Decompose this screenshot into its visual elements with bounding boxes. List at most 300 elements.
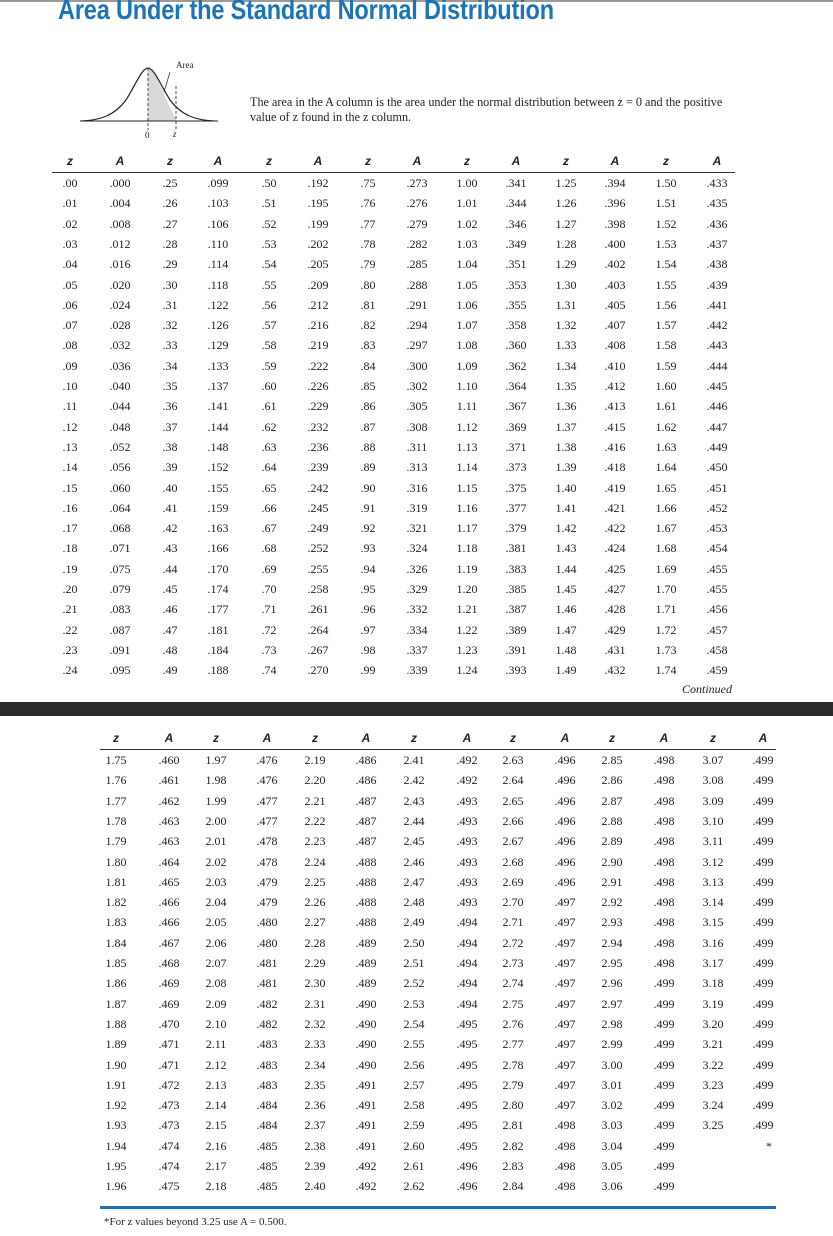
area-value-cell: .497 [554,956,576,970]
z-value-cell: 2.32 [304,1016,326,1031]
area-value-cell: .499 [752,874,774,889]
area-value-cell: .499 [752,1057,774,1072]
z-value-cell: .50 [261,176,277,190]
z-value-cell: .87 [360,419,376,434]
column-header-z: z [609,731,615,745]
area-value-cell: .163 [207,521,229,536]
z-value-cell: .72 [261,622,277,637]
z-value-cell: .31 [162,297,178,312]
area-value-cell: .004 [109,196,131,211]
area-value-cell: .499 [653,976,675,991]
area-value-cell: .393 [505,663,527,678]
z-value-cell: 3.15 [702,915,724,930]
z-value-cell: .95 [360,582,376,596]
area-value-cell: .279 [406,216,428,231]
area-value-cell: .474 [158,1138,180,1153]
z-value-cell: 1.49 [555,663,577,678]
z-value-cell: .09 [62,358,78,373]
z-value-cell: .00 [62,176,78,190]
z-value-cell: 1.39 [555,460,577,475]
z-value-cell: .02 [62,216,78,231]
z-value-cell: 1.56 [655,297,677,312]
z-value-cell: 3.25 [702,1118,724,1133]
area-value-cell: .480 [256,935,278,950]
column-header-z: z [167,154,173,168]
area-value-cell: .329 [406,582,428,596]
area-value-cell: .483 [256,1057,278,1072]
area-value-cell: .020 [109,277,131,292]
area-value-cell: .364 [505,379,527,393]
area-value-cell: .499 [752,773,774,788]
z-value-cell: 2.52 [403,976,425,991]
area-value-cell: .276 [406,196,428,211]
z-value-cell: 2.66 [502,813,524,828]
area-value-cell: .467 [158,935,180,950]
z-value-cell: 1.17 [456,521,478,536]
z-value-cell: 3.06 [601,1179,623,1194]
area-value-cell: .421 [604,500,626,515]
z-value-cell: .13 [62,439,78,454]
z-value-cell: 2.45 [403,834,425,849]
continued-label: Continued [682,682,732,696]
area-value-cell: .474 [158,1159,180,1173]
z-value-cell: .14 [62,460,78,475]
area-value-cell: .044 [109,399,131,414]
z-value-cell: 1.66 [655,500,677,515]
area-value-cell: .495 [456,1016,478,1031]
z-value-cell: .99 [360,663,376,678]
z-value-cell: 1.65 [655,480,677,495]
z-value-cell: .81 [360,297,376,312]
column-header-z: z [266,154,272,168]
z-value-cell: 1.18 [456,541,478,556]
z-value-cell: 1.94 [105,1138,127,1153]
area-value-cell: .498 [554,1138,576,1153]
z-value-cell: 1.26 [555,196,577,211]
area-value-cell: .496 [554,854,576,869]
z-value-cell: .96 [360,602,376,617]
z-value-cell: .29 [162,257,178,272]
z-value-cell: 1.73 [655,642,677,657]
z-value-cell: 2.98 [601,1016,623,1031]
z-value-cell: .75 [360,176,376,190]
z-value-cell: .74 [261,663,277,678]
z-value-cell: .35 [162,379,178,393]
area-value-cell: .495 [456,1037,478,1052]
z-value-cell: 1.93 [105,1118,127,1133]
area-value-cell: .419 [604,480,626,495]
area-value-cell: .192 [307,176,329,190]
area-value-cell: .349 [505,236,527,251]
area-value-cell: .479 [256,874,278,889]
area-value-cell: .495 [456,1118,478,1133]
z-value-cell: .62 [261,419,277,434]
area-value-cell: .288 [406,277,428,292]
area-value-cell: .110 [207,236,229,251]
area-value-cell: .487 [355,813,377,828]
z-value-cell: 1.42 [555,521,577,536]
area-value-cell: .498 [653,753,675,767]
z-value-cell: 2.74 [502,976,524,991]
z-value-cell: 2.46 [403,854,425,869]
area-value-cell: .400 [604,236,626,251]
z-value-cell: 2.05 [205,915,227,930]
area-value-cell: .387 [505,602,527,617]
area-value-cell: .496 [456,1159,478,1173]
z-value-cell: 2.89 [601,834,623,849]
area-value-cell: .308 [406,419,428,434]
z-value-cell: 2.88 [601,813,623,828]
area-value-cell: .159 [207,500,229,515]
area-value-cell: .490 [355,996,377,1011]
z-value-cell: 2.73 [502,956,524,970]
z-value-cell: 1.20 [456,582,478,596]
z-value-cell: 3.05 [601,1159,623,1173]
z-value-cell: 1.97 [205,753,227,767]
area-value-cell: .479 [256,895,278,910]
area-value-cell: .439 [706,277,728,292]
area-value-cell: .261 [307,602,329,617]
area-value-cell: .464 [158,854,180,869]
area-value-cell: .449 [706,439,728,454]
area-value-cell: .438 [706,257,728,272]
area-value-cell: .465 [158,874,180,889]
z-value-cell: 1.70 [655,582,677,596]
area-value-cell: .267 [307,642,329,657]
area-value-cell: .285 [406,257,428,272]
area-value-cell: .493 [456,793,478,808]
area-value-cell: .381 [505,541,527,556]
footer-bar [100,1206,776,1209]
footnote-star-marker: * [766,1138,772,1153]
z-value-cell: 2.54 [403,1016,425,1031]
z-value-cell: 2.33 [304,1037,326,1052]
column-header-z: z [67,154,73,168]
area-value-cell: .321 [406,521,428,536]
z-value-cell: .39 [162,460,178,475]
z-value-cell: 1.77 [105,793,127,808]
z-value-cell: .43 [162,541,178,556]
z-value-cell: .98 [360,642,376,657]
z-value-cell: 1.15 [456,480,478,495]
z-value-cell: 1.27 [555,216,577,231]
z-value-cell: 1.60 [655,379,677,393]
area-value-cell: .498 [653,915,675,930]
z-value-cell: 2.84 [502,1179,524,1194]
z-value-cell: .57 [261,318,277,333]
area-value-cell: .487 [355,793,377,808]
z-value-cell: 2.59 [403,1118,425,1133]
area-value-cell: .252 [307,541,329,556]
z-value-cell: 2.14 [205,1098,227,1113]
z-value-cell: .21 [62,602,78,617]
area-value-cell: .273 [406,176,428,190]
column-header-a: A [313,154,323,168]
area-value-cell: .410 [604,358,626,373]
area-value-cell: .226 [307,379,329,393]
z-value-cell: 2.56 [403,1057,425,1072]
z-value-cell: 3.22 [702,1057,724,1072]
area-value-cell: .258 [307,582,329,596]
area-value-cell: .466 [158,895,180,910]
column-header-z: z [510,731,516,745]
z-value-cell: .04 [62,257,78,272]
z-value-cell: .24 [62,663,78,678]
area-value-cell: .137 [207,379,229,393]
area-value-cell: .453 [706,521,728,536]
z-value-cell: 2.07 [205,956,227,970]
z-value-cell: .65 [261,480,277,495]
area-value-cell: .461 [158,773,180,788]
z-value-cell: 2.20 [304,773,326,788]
z-value-cell: 1.74 [655,663,677,678]
table1-header-rule [52,172,735,173]
z-value-cell: 1.46 [555,602,577,617]
z-value-cell: 2.15 [205,1118,227,1133]
area-value-cell: .488 [355,895,377,910]
z-value-cell: 2.26 [304,895,326,910]
z-value-cell: 2.81 [502,1118,524,1133]
area-value-cell: .466 [158,915,180,930]
column-header-a: A [511,154,521,168]
z-value-cell: 2.31 [304,996,326,1011]
area-value-cell: .367 [505,399,527,414]
area-value-cell: .490 [355,1016,377,1031]
z-value-cell: 2.41 [403,753,425,767]
area-value-cell: .170 [207,561,229,576]
area-value-cell: .358 [505,318,527,333]
area-value-cell: .216 [307,318,329,333]
z-value-cell: .88 [360,439,376,454]
area-value-cell: .493 [456,834,478,849]
z-value-cell: 1.03 [456,236,478,251]
z-value-cell: 2.48 [403,895,425,910]
area-value-cell: .498 [653,956,675,970]
area-value-cell: .332 [406,602,428,617]
area-value-cell: .490 [355,1057,377,1072]
z-value-cell: .80 [360,277,376,292]
z-value-cell: 1.71 [655,602,677,617]
area-value-cell: .499 [752,834,774,849]
z-value-cell: .82 [360,318,376,333]
area-value-cell: .373 [505,460,527,475]
z-value-cell: 1.51 [655,196,677,211]
z-value-cell: .18 [62,541,78,556]
area-value-cell: .028 [109,318,131,333]
z-value-cell: 1.43 [555,541,577,556]
z-value-cell: 2.87 [601,793,623,808]
z-value-cell: 1.63 [655,439,677,454]
area-pointer [164,72,170,92]
z-value-cell: 1.25 [555,176,577,190]
area-value-cell: .499 [653,1077,675,1092]
area-value-cell: .493 [456,813,478,828]
z-value-cell: .38 [162,439,178,454]
z-value-cell: 2.00 [205,813,227,828]
z-value-cell: 1.41 [555,500,577,515]
area-value-cell: .497 [554,1098,576,1113]
z-value-cell: 2.62 [403,1179,425,1194]
area-value-cell: .209 [307,277,329,292]
shaded-area [148,68,176,121]
area-value-cell: .490 [355,1037,377,1052]
z-value-cell: .67 [261,521,277,536]
area-value-cell: .496 [554,773,576,788]
area-value-cell: .407 [604,318,626,333]
area-value-cell: .471 [158,1057,180,1072]
area-value-cell: .488 [355,874,377,889]
z-value-cell: 1.29 [555,257,577,272]
area-value-cell: .270 [307,663,329,678]
z-value-cell: 1.35 [555,379,577,393]
area-value-cell: .300 [406,358,428,373]
column-header-z: z [365,154,371,168]
z-value-cell: .36 [162,399,178,414]
area-label: Area [176,60,194,70]
z-value-cell: .44 [162,561,178,576]
area-value-cell: .222 [307,358,329,373]
area-value-cell: .491 [355,1138,377,1153]
z-value-cell: 2.02 [205,854,227,869]
area-value-cell: .202 [307,236,329,251]
z-value-cell: 1.31 [555,297,577,312]
z-value-cell: 2.58 [403,1098,425,1113]
z-value-cell: 1.13 [456,439,478,454]
area-value-cell: .355 [505,297,527,312]
area-value-cell: .060 [109,480,131,495]
column-header-z: z [312,731,318,745]
area-value-cell: .456 [706,602,728,617]
z-value-cell: 2.24 [304,854,326,869]
area-value-cell: .496 [554,813,576,828]
z-value-cell: 2.18 [205,1179,227,1194]
area-value-cell: .499 [752,976,774,991]
area-value-cell: .499 [653,1138,675,1153]
z-value-cell: 2.64 [502,773,524,788]
area-value-cell: .483 [256,1037,278,1052]
area-value-cell: .036 [109,358,131,373]
area-value-cell: .499 [653,1057,675,1072]
area-value-cell: .492 [456,753,478,767]
column-header-a: A [213,154,223,168]
z-value-cell: 2.08 [205,976,227,991]
z-value-cell: 1.99 [205,793,227,808]
z-value-cell: 1.90 [105,1057,127,1072]
z-value-cell: .01 [62,196,78,211]
z-value-cell: 2.29 [304,956,326,970]
area-value-cell: .499 [752,753,774,767]
z-value-cell: 2.40 [304,1179,326,1194]
z-value-cell: 3.12 [702,854,724,869]
z-value-cell: .48 [162,642,178,657]
area-value-cell: .459 [706,663,728,678]
area-value-cell: .427 [604,582,626,596]
area-value-cell: .470 [158,1016,180,1031]
z-value-cell: .34 [162,358,178,373]
area-value-cell: .494 [456,956,478,970]
z-value-cell: .32 [162,318,178,333]
area-value-cell: .498 [653,874,675,889]
area-value-cell: .463 [158,834,180,849]
z-value-cell: .66 [261,500,277,515]
area-value-cell: .129 [207,338,229,353]
area-value-cell: .451 [706,480,728,495]
z-value-cell: 1.81 [105,874,127,889]
z-value-cell: 2.35 [304,1077,326,1092]
z-value-cell: .83 [360,338,376,353]
z-value-cell: 3.13 [702,874,724,889]
area-value-cell: .442 [706,318,728,333]
z-value-cell: 3.01 [601,1077,623,1092]
area-value-cell: .492 [355,1159,377,1173]
z-value-cell: 2.38 [304,1138,326,1153]
z-value-cell: .54 [261,257,277,272]
z-value-cell: 1.12 [456,419,478,434]
area-value-cell: .324 [406,541,428,556]
area-value-cell: .475 [158,1179,180,1194]
z-value-cell: .93 [360,541,376,556]
area-value-cell: .339 [406,663,428,678]
area-value-cell: .495 [456,1077,478,1092]
area-value-cell: .462 [158,793,180,808]
area-value-cell: .498 [653,854,675,869]
z-value-cell: .59 [261,358,277,373]
area-value-cell: .032 [109,338,131,353]
z-value-cell: 2.86 [601,773,623,788]
z-value-cell: 1.83 [105,915,127,930]
z-value-cell: 1.30 [555,277,577,292]
area-value-cell: .493 [456,854,478,869]
area-value-cell: .319 [406,500,428,515]
area-value-cell: .024 [109,297,131,312]
z-value-cell: 2.96 [601,976,623,991]
area-value-cell: .291 [406,297,428,312]
area-value-cell: .016 [109,257,131,272]
area-value-cell: .144 [207,419,229,434]
z-value-cell: 2.23 [304,834,326,849]
z-value-cell: .73 [261,642,277,657]
area-value-cell: .302 [406,379,428,393]
area-value-cell: .436 [706,216,728,231]
z-value-cell: 1.80 [105,854,127,869]
area-value-cell: .477 [256,793,278,808]
z-value-cell: 1.98 [205,773,227,788]
area-value-cell: .476 [256,753,278,767]
area-value-cell: .497 [554,976,576,991]
area-value-cell: .497 [554,996,576,1011]
area-value-cell: .499 [653,1037,675,1052]
z-value-cell: 1.47 [555,622,577,637]
area-value-cell: .499 [752,854,774,869]
area-value-cell: .498 [653,773,675,788]
area-value-cell: .484 [256,1118,278,1133]
z-value-cell: 3.00 [601,1057,623,1072]
z-value-cell: 1.64 [655,460,677,475]
z-value-cell: 2.39 [304,1159,326,1173]
z-value-cell: 1.79 [105,834,127,849]
z-value-cell: 2.91 [601,874,623,889]
z-value-cell: 2.61 [403,1159,425,1173]
z-value-cell: 3.23 [702,1077,724,1092]
z-value-cell: 1.54 [655,257,677,272]
z-value-cell: .97 [360,622,376,637]
area-value-cell: .498 [653,895,675,910]
column-header-z: z [563,154,569,168]
z-value-cell: 1.95 [105,1159,127,1173]
area-value-cell: .068 [109,521,131,536]
area-value-cell: .184 [207,642,229,657]
z-value-cell: 1.75 [105,753,127,767]
